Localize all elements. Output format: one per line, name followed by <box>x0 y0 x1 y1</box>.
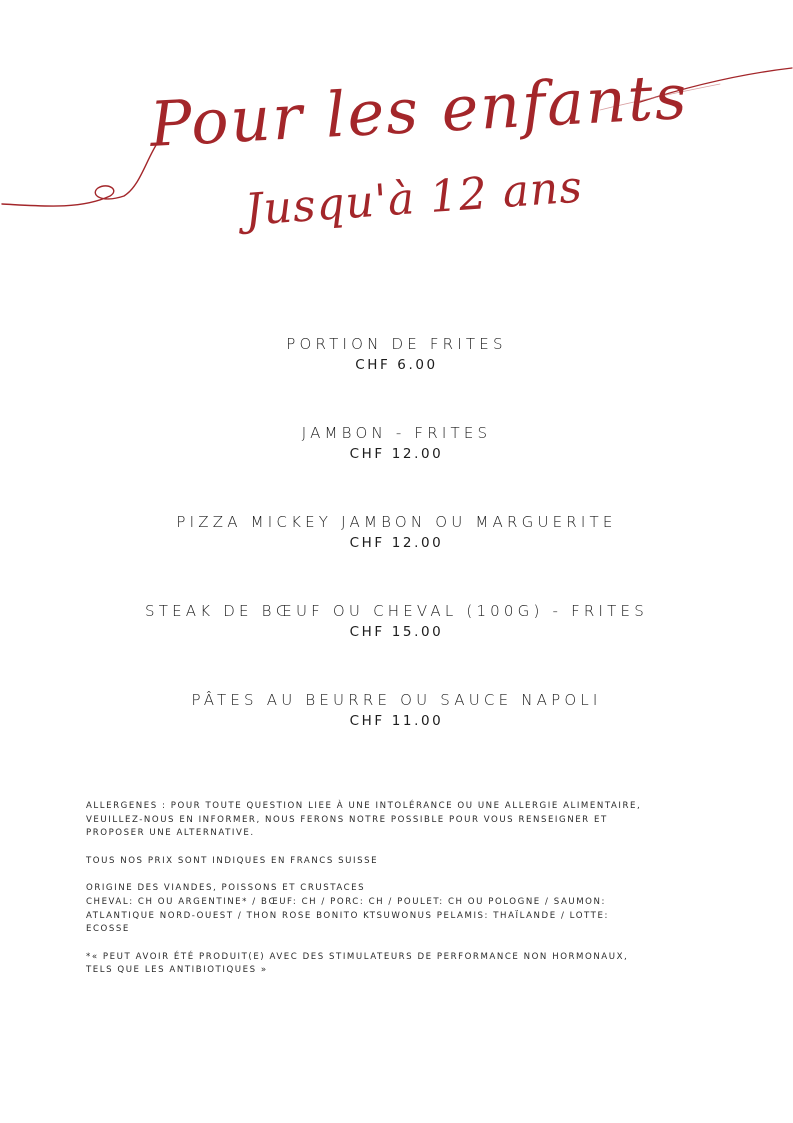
menu-item <box>0 422 793 511</box>
menu-item-price: CHF 11.00 <box>349 713 444 729</box>
allergen-notice <box>86 800 708 841</box>
currency-notice <box>86 855 708 869</box>
allergen-notice-line: VEUILLEZ-NOUS EN INFORMER, NOUS FERONS NOTRE POSSIBLE POUR VOUS RENSEIGNER ET <box>86 814 608 825</box>
meat-origin-line: ECOSSE <box>86 924 130 935</box>
allergen-notice-line: ALLERGENES : POUR TOUTE QUESTION LIEE À UNE INTOLÉRANCE OU UNE ALLERGIE ALIMENTAIRE, <box>86 801 642 811</box>
meat-origin-notice <box>86 882 708 936</box>
page-subtitle: Jusqu'à 12 ans <box>243 161 585 236</box>
menu-item-price: CHF 6.00 <box>355 357 438 373</box>
footnote-line: TELS QUE LES ANTIBIOTIQUES » <box>86 965 268 976</box>
menu-item-name: JAMBON - FRITES <box>301 424 492 442</box>
menu-item-name: STEAK DE BŒUF OU CHEVAL (100G) - FRITES <box>145 602 648 620</box>
meat-origin-line: ATLANTIQUE NORD-OUEST / THON ROSE BONITO KTSUWONUS PELAMIS: THAÏLANDE / LOTTE: <box>86 910 609 921</box>
page-title: Pour les enfants <box>148 59 691 161</box>
meat-origin-line: CHEVAL: CH OU ARGENTINE* / BŒUF: CH / PORC: CH / POULET: CH OU POLOGNE / SAUMON: <box>86 896 606 907</box>
menu-item-name: PIZZA MICKEY JAMBON OU MARGUERITE <box>176 513 617 531</box>
currency-notice-line: TOUS NOS PRIX SONT INDIQUES EN FRANCS SUISSE <box>86 855 379 866</box>
flourish-left-stroke <box>2 142 158 206</box>
menu-item <box>0 600 793 689</box>
kids-menu-list <box>0 333 793 778</box>
menu-item-price: CHF 12.00 <box>349 446 444 462</box>
menu-item-price: CHF 15.00 <box>349 624 444 640</box>
menu-item <box>0 689 793 778</box>
meat-origin-heading: ORIGINE DES VIANDES, POISSONS ET CRUSTACES <box>86 883 366 894</box>
menu-footer-notes <box>86 800 708 992</box>
menu-item-price: CHF 12.00 <box>349 535 444 551</box>
menu-item-name: PORTION DE FRITES <box>286 335 507 353</box>
footnote-line: *« PEUT AVOIR ÉTÉ PRODUIT(E) AVEC DES STIMULATEURS DE PERFORMANCE NON HORMONAUX, <box>86 951 629 962</box>
menu-item-name: PÂTES AU BEURRE OU SAUCE NAPOLI <box>191 691 602 709</box>
allergen-notice-line: PROPOSER UNE ALTERNATIVE. <box>86 828 255 839</box>
menu-item <box>0 511 793 600</box>
title-flourish-decoration <box>0 0 793 300</box>
footnote <box>86 951 708 978</box>
menu-item <box>0 333 793 422</box>
